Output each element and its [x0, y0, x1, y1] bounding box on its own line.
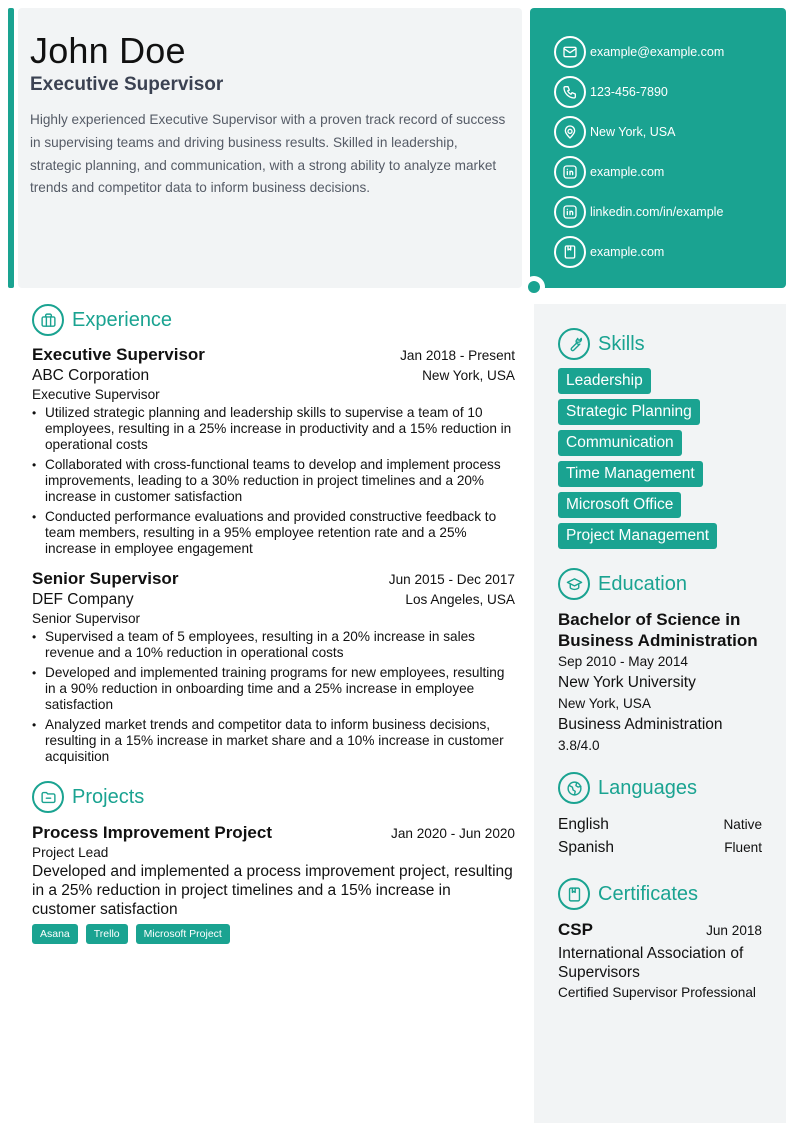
- language-name: Spanish: [558, 839, 615, 856]
- contact-phone-text: 123-456-7890: [590, 85, 668, 99]
- certificate-description: Certified Supervisor Professional: [558, 985, 756, 1000]
- languages-section-header: [558, 772, 762, 804]
- job-bullet: • Analyzed market trends and competitor data to inform business decisions, resulting in a 15% increase in market share and a 10% increase in customer acquisition: [32, 717, 515, 765]
- education-location: New York, USA: [558, 696, 651, 711]
- project-tag: Microsoft Project: [136, 924, 230, 944]
- job-bullets: [32, 629, 515, 765]
- skills-section-header: [558, 328, 762, 360]
- certificates-section-header: [558, 878, 762, 910]
- education-gpa: 3.8/4.0: [558, 738, 600, 753]
- education-school: New York University: [558, 674, 696, 691]
- phone-icon: [554, 76, 586, 108]
- job-entry: [32, 345, 515, 557]
- skill-chip: Project Management: [558, 523, 717, 549]
- candidate-name: John Doe: [30, 30, 186, 71]
- job-date: Jan 2018 - Present: [400, 348, 515, 363]
- education-field: Business Administration: [558, 716, 723, 733]
- language-level: Native: [723, 817, 762, 832]
- project-tag: Trello: [86, 924, 128, 944]
- language-row: [558, 837, 762, 860]
- certificate-date: Jun 2018: [706, 923, 762, 938]
- header-accent-bar: [8, 8, 14, 288]
- experience-section-header: [32, 304, 515, 336]
- folder-icon: [32, 781, 64, 813]
- map-pin-icon: [554, 116, 586, 148]
- contact-linkedin[interactable]: [554, 192, 786, 232]
- linkedin-icon: [554, 156, 586, 188]
- contact-phone[interactable]: [554, 72, 786, 112]
- skill-chip: Leadership: [558, 368, 651, 394]
- skill-chip: Strategic Planning: [558, 399, 700, 425]
- job-location: New York, USA: [422, 368, 515, 383]
- header-panel: [18, 8, 522, 288]
- education-section-header: [558, 568, 762, 600]
- job-bullets: [32, 405, 515, 557]
- contact-location: [554, 112, 786, 152]
- timeline-dot: [523, 276, 545, 298]
- graduation-cap-icon: [558, 568, 590, 600]
- mail-icon: [554, 36, 586, 68]
- education-heading: Education: [598, 572, 687, 595]
- education-dates: Sep 2010 - May 2014: [558, 654, 688, 669]
- certificate-issuer: International Association of Supervisors: [558, 945, 744, 981]
- job-role: Senior Supervisor: [32, 611, 141, 626]
- certificate-header: [558, 920, 762, 941]
- skill-chip: Microsoft Office: [558, 492, 681, 518]
- job-location: Los Angeles, USA: [405, 592, 515, 607]
- language-name: English: [558, 816, 609, 833]
- project-title: Process Improvement Project: [32, 823, 272, 842]
- contact-portfolio[interactable]: [554, 232, 786, 272]
- project-description: Developed and implemented a process improvement project, resulting in a 25% reduction in project timelines and a 15% increase in customer satisfaction: [32, 863, 513, 918]
- project-tags: [32, 924, 515, 944]
- project-date: Jan 2020 - Jun 2020: [391, 826, 515, 841]
- job-role: Executive Supervisor: [32, 387, 160, 402]
- contact-location-text: New York, USA: [590, 125, 676, 139]
- job-company: DEF Company: [32, 591, 134, 608]
- contact-panel: [530, 8, 786, 288]
- briefcase-icon: [32, 304, 64, 336]
- main-column: [32, 304, 515, 944]
- job-title: Senior Supervisor: [32, 569, 179, 588]
- profile-summary: Highly experienced Executive Supervisor with a proven track record of success in supervising teams and driving business results. Skilled in leadership, strategic planning, and communication, with a strong ability to analyze market trends and competitor data to inform business decisions.: [30, 112, 506, 196]
- experience-heading: Experience: [72, 308, 173, 331]
- project-role: Project Lead: [32, 845, 109, 860]
- wrench-icon: [558, 328, 590, 360]
- project-entry: [32, 823, 515, 944]
- certificate-name: CSP: [558, 920, 593, 939]
- certificate-icon: [558, 878, 590, 910]
- job-company: ABC Corporation: [32, 367, 150, 384]
- candidate-title: Executive Supervisor: [30, 74, 224, 95]
- projects-heading: Projects: [72, 785, 145, 808]
- job-bullet: • Utilized strategic planning and leadership skills to supervise a team of 10 employees, resulting in a 25% increase in productivity and a 15% reduction in operational costs: [32, 405, 515, 453]
- certificates-heading: Certificates: [598, 882, 699, 905]
- skill-chip: Time Management: [558, 461, 703, 487]
- education-degree: Bachelor of Science in Business Administration: [558, 610, 758, 650]
- job-bullet: • Collaborated with cross-functional teams to develop and implement process improvements, leading to a 30% reduction in project timelines and a 20% increase in customer satisfaction: [32, 457, 515, 505]
- job-bullet: • Conducted performance evaluations and provided constructive feedback to team members, resulting in a 95% employee retention rate and a 25% increase in employee engagement: [32, 509, 515, 557]
- contact-website-text: example.com: [590, 165, 665, 179]
- contact-email-text: example@example.com: [590, 45, 725, 59]
- skills-heading: Skills: [598, 332, 645, 355]
- linkedin-icon: [554, 196, 586, 228]
- globe-icon: [558, 772, 590, 804]
- job-date: Jun 2015 - Dec 2017: [388, 572, 515, 587]
- contact-website[interactable]: [554, 152, 786, 192]
- job-bullet: • Developed and implemented training programs for new employees, resulting in a 90% reduction in onboarding time and a 25% increase in employee satisfaction: [32, 665, 515, 713]
- book-icon: [554, 236, 586, 268]
- language-level: Fluent: [724, 840, 762, 855]
- skill-chip: Communication: [558, 430, 682, 456]
- job-entry: [32, 569, 515, 765]
- job-title: Executive Supervisor: [32, 345, 205, 364]
- project-tag: Asana: [32, 924, 78, 944]
- language-row: [558, 814, 762, 837]
- contact-linkedin-text: linkedin.com/in/example: [590, 205, 724, 219]
- contact-portfolio-text: example.com: [590, 245, 665, 259]
- contact-email[interactable]: [554, 32, 786, 72]
- projects-section-header: [32, 781, 515, 813]
- languages-heading: Languages: [598, 776, 697, 799]
- skills-list: [558, 368, 762, 554]
- sidebar-content: [558, 328, 762, 1001]
- job-bullet: • Supervised a team of 5 employees, resulting in a 20% increase in sales revenue and a 10% reduction in operational costs: [32, 629, 515, 661]
